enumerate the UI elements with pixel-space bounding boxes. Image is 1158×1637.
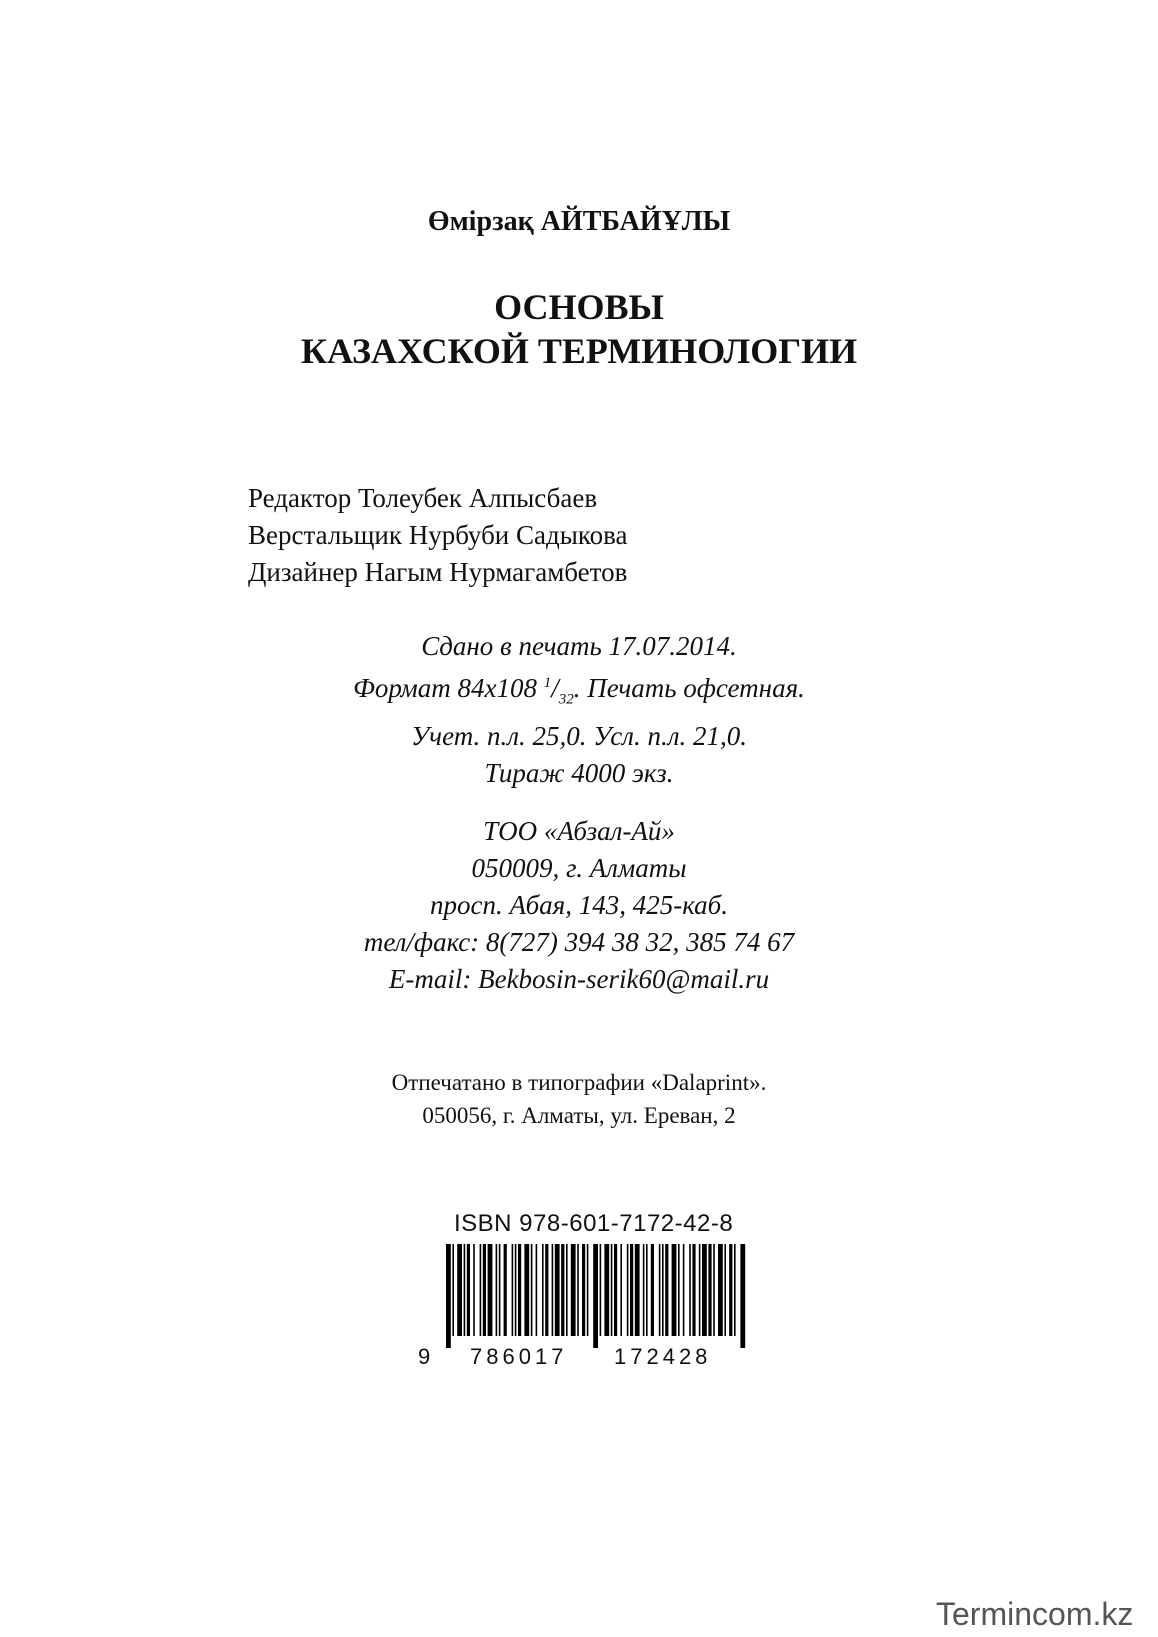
fraction-denominator: 32	[558, 691, 574, 708]
barcode-bar	[734, 1244, 736, 1336]
barcode-bar	[630, 1244, 633, 1336]
barcode-bar	[504, 1244, 507, 1336]
barcode-bar	[480, 1244, 482, 1336]
barcode-digits-left: 786017	[470, 1344, 568, 1369]
printer-name: Отпечатано в типографии «Dalaprint».	[391, 1070, 767, 1095]
barcode-bar	[552, 1244, 554, 1336]
author-name: Өмірзақ АЙТБАЙҰЛЫ	[427, 206, 731, 237]
credit-layout: Верстальщик Нурбуби Садыкова	[248, 520, 628, 550]
print-sheets: Учет. п.л. 25,0. Усл. п.л. 21,0.	[411, 721, 747, 752]
barcode-bar	[452, 1244, 454, 1336]
barcode-bar	[729, 1244, 732, 1336]
publisher-email: E-mail: Bekbosin-serik60@mail.ru	[388, 964, 770, 994]
barcode-bar	[635, 1244, 640, 1336]
credit-designer: Дизайнер Нагым Нурмагамбетов	[248, 557, 628, 587]
barcode-bar	[620, 1244, 622, 1336]
credit-editor: Редактор Толеубек Алпысбаев	[248, 483, 598, 513]
barcode-bar	[604, 1244, 609, 1336]
barcode-bar	[713, 1244, 715, 1336]
fraction-numerator: 1	[543, 675, 552, 691]
print-run: Тираж 4000 экз.	[484, 758, 674, 789]
print-format: Формат 84х108 $^1/_{32}$. Печать офсетная.	[353, 673, 805, 708]
barcode-bar	[699, 1244, 701, 1336]
barcode-bar	[614, 1244, 617, 1336]
barcode-bar	[561, 1244, 564, 1336]
printer-address: 050056, г. Алматы, ул. Ереван, 2	[422, 1103, 736, 1128]
format-prefix: Формат 84х108	[353, 673, 544, 703]
barcode-bar	[718, 1244, 723, 1336]
barcode-bar	[555, 1244, 560, 1336]
site-watermark: Termincom.kz	[936, 1596, 1134, 1632]
barcode-bar	[499, 1244, 501, 1336]
barcode-bar	[646, 1244, 648, 1336]
book-title	[0, 285, 1158, 373]
barcode-bar	[467, 1244, 470, 1336]
barcode-bar	[662, 1244, 664, 1336]
barcode-bar	[672, 1244, 677, 1336]
barcode-bar	[692, 1244, 695, 1336]
barcode-bar	[708, 1244, 711, 1336]
credits-block	[248, 480, 628, 591]
barcode-bar	[571, 1244, 576, 1336]
barcode-bar	[678, 1244, 680, 1336]
title-line-2: КАЗАХСКОЙ ТЕРМИНОЛОГИИ	[300, 331, 858, 371]
print-date: Сдано в печать 17.07.2014.	[421, 631, 737, 661]
barcode-bar	[545, 1244, 548, 1336]
barcode-bar	[446, 1244, 451, 1348]
barcode-bar	[665, 1244, 668, 1336]
isbn-label: ISBN 978-601-7172-42-8	[454, 1210, 734, 1237]
barcode-bar	[515, 1244, 517, 1336]
barcode-bar	[683, 1244, 685, 1336]
barcode-bar	[496, 1244, 498, 1336]
isbn-barcode	[446, 1244, 746, 1348]
barcode-bar	[689, 1244, 691, 1336]
barcode-bar	[659, 1244, 661, 1336]
barcode-bar	[518, 1244, 521, 1336]
barcode-bar	[536, 1244, 538, 1336]
publisher-phone: тел/факс: 8(727) 394 38 32, 385 74 67	[363, 927, 795, 957]
barcode-bar	[457, 1244, 462, 1336]
barcode-bar	[740, 1244, 745, 1348]
barcode-bar	[600, 1244, 602, 1336]
barcode-bar	[483, 1244, 486, 1336]
barcode-bar	[702, 1244, 707, 1336]
barcode-bar	[512, 1244, 514, 1336]
barcode-bar	[531, 1244, 533, 1336]
format-suffix: . Печать офсетная.	[573, 673, 805, 703]
barcode-bar	[651, 1244, 654, 1336]
barcode-bar	[464, 1244, 466, 1336]
publisher-block	[0, 813, 1158, 998]
barcode-bar	[627, 1244, 629, 1336]
barcode-bar	[582, 1244, 585, 1336]
barcode-bar	[488, 1244, 493, 1336]
barcode-bar	[566, 1244, 568, 1336]
barcode-bar	[724, 1244, 726, 1336]
publisher-city: 050009, г. Алматы	[471, 853, 687, 883]
title-line-1: ОСНОВЫ	[494, 287, 664, 327]
publisher-address: просп. Абая, 143, 425-каб.	[430, 890, 728, 920]
barcode-bar	[542, 1244, 544, 1336]
printer-block	[0, 1066, 1158, 1132]
print-info-block	[0, 628, 1158, 792]
barcode-bar	[577, 1244, 579, 1336]
barcode-digits-right: 172428	[614, 1344, 712, 1369]
barcode-bar	[611, 1244, 613, 1336]
barcode-bar	[593, 1244, 598, 1348]
barcode-bar	[524, 1244, 529, 1336]
barcode-bar	[473, 1244, 475, 1336]
publisher-name: ТОО «Абзал-Ай»	[483, 816, 675, 846]
barcode-bar	[587, 1244, 589, 1336]
barcode-bar	[643, 1244, 645, 1336]
barcode-digit-first: 9	[418, 1344, 431, 1369]
